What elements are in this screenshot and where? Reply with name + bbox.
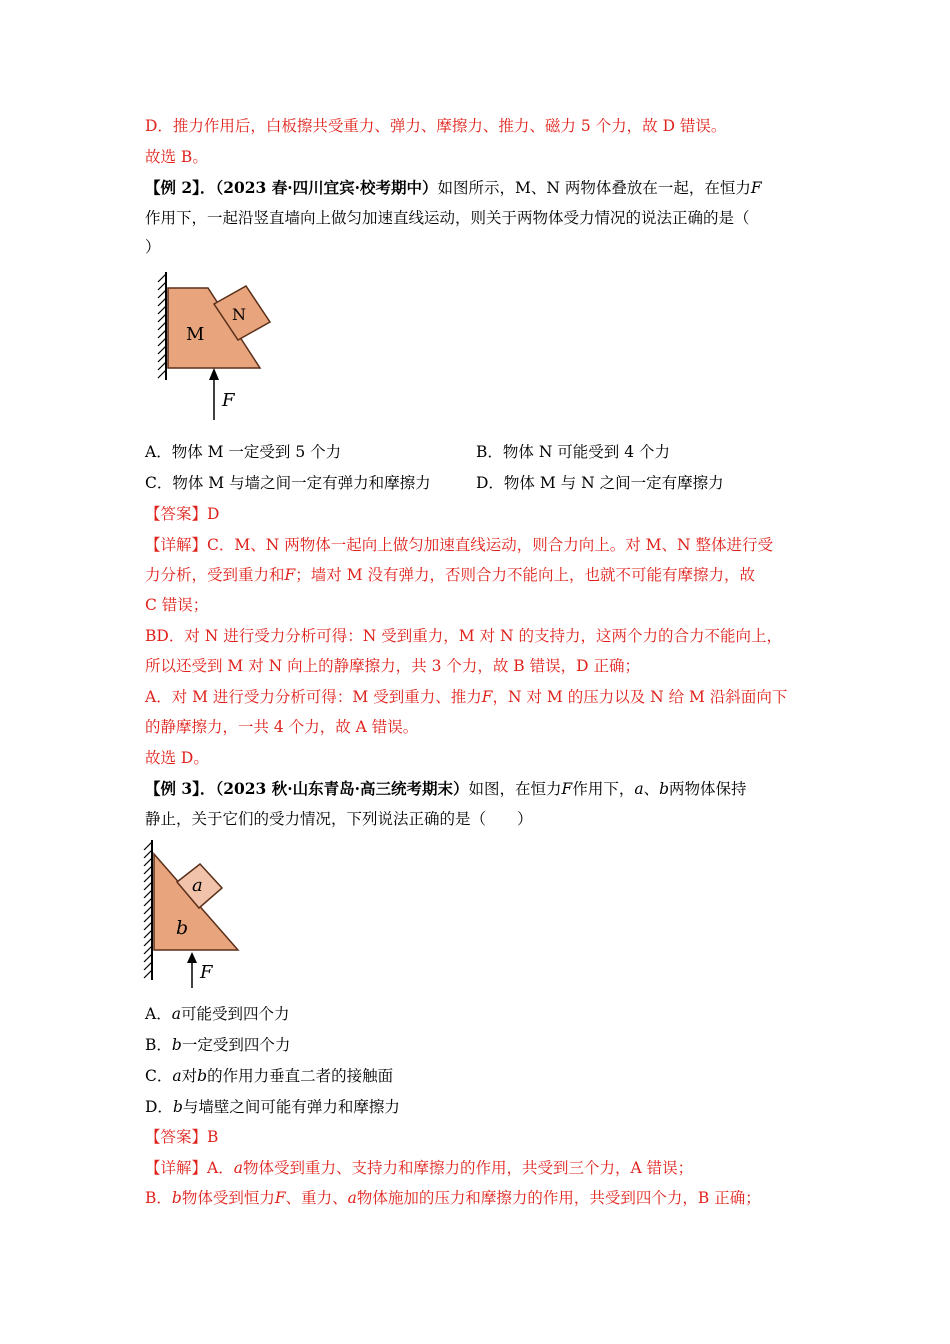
ex3-an2-a: B． [145, 1189, 172, 1207]
example3-stem-line2: 静止，关于它们的受力情况，下列说法正确的是（ ） [145, 810, 533, 828]
opt-a-pre: A． [145, 1005, 172, 1023]
example2-figure [148, 268, 278, 428]
ex3-an2-var: b [171, 1189, 182, 1207]
example2-option-b: B．物体 N 可能受到 4 个力 [476, 443, 671, 461]
ex3-an2-force: F [274, 1189, 286, 1207]
example2-analysis-line5: 所以还受到 M 对 N 向上的静摩擦力，共 3 个力，故 B 错误，D 正确； [145, 657, 640, 675]
prev-answer-select: 故选 B。 [145, 148, 208, 166]
example2-analysis-line8: 故选 D。 [145, 749, 209, 767]
opt-a-txt: 可能受到四个力 [180, 1005, 290, 1023]
ex3-an2-c: 、重力、 [285, 1189, 348, 1207]
analysis2-text-b: ；墙对 M 没有弹力，否则合力不能向上，也就不可能有摩擦力，故 [295, 566, 756, 584]
force-arrow [187, 952, 197, 963]
example3-analysis-line1 [145, 1157, 693, 1179]
ex3-stem-b: 作用下， [572, 780, 635, 798]
label-b: b [176, 917, 189, 939]
analysis6-text-b: ，N 对 M 的压力以及 N 给 M 沿斜面向下 [492, 688, 788, 706]
opt-d-txt: 与墙壁之间可能有弹力和摩擦力 [182, 1098, 400, 1116]
opt-d-pre: D． [145, 1098, 173, 1116]
opt-b-var: b [171, 1036, 182, 1054]
label-m: M [186, 324, 205, 345]
ex3-stem-var-a: a [634, 780, 644, 798]
wall-hatch [158, 274, 166, 378]
ex3-stem-a: 如图，在恒力 [468, 780, 562, 798]
ex3-an2-d: 物体施加的压力和摩擦力的作用，共受到四个力，B 正确； [356, 1189, 761, 1207]
opt-c-var1: a [172, 1067, 182, 1085]
example2-source: （2023 春·四川宜宾·校考期中） [215, 178, 438, 197]
example2-stem-text: 如图所示，M、N 两物体叠放在一起，在恒力 [437, 179, 751, 197]
example2-stem-line1 [145, 177, 762, 199]
example3-option-b [145, 1034, 290, 1056]
opt-c-var2: b [197, 1067, 208, 1085]
example2-stem-line2: 作用下，一起沿竖直墙向上做匀加速直线运动，则关于两物体受力情况的说法正确的是（ [145, 209, 750, 227]
example3-analysis-line2 [145, 1187, 761, 1209]
ex3-stem-d: 两物体保持 [669, 780, 747, 798]
opt-c-pre: C． [145, 1067, 173, 1085]
example2-analysis-line7: 的静摩擦力，一共 4 个力，故 A 错误。 [145, 718, 419, 736]
label-f: F [200, 962, 213, 983]
example2-stem-line3: ） [145, 238, 161, 256]
example2-analysis-line2 [145, 564, 755, 586]
ex3-an1-a: 【详解】A． [145, 1159, 234, 1177]
label-f: F [222, 390, 235, 411]
ex3-an1-b: 物体受到重力、支持力和摩擦力的作用，共受到三个力，A 错误； [242, 1159, 694, 1177]
example2-option-d: D．物体 M 与 N 之间一定有摩擦力 [476, 474, 724, 492]
example3-stem-line1 [145, 778, 747, 800]
example2-option-c: C．物体 M 与墙之间一定有弹力和摩擦力 [145, 474, 431, 492]
example2-analysis-line6 [145, 686, 787, 708]
analysis2-force: F [284, 566, 296, 584]
example3-answer: 【答案】B [145, 1128, 219, 1146]
example2-label: 【例 2】． [145, 178, 216, 197]
prev-option-d: D．推力作用后，白板擦共受重力、弹力、摩擦力、推力、磁力 5 个力，故 D 错误。 [145, 117, 727, 135]
example2-analysis-line1: 【详解】C．M、N 两物体一起向上做匀加速直线运动，则合力向上。对 M、N 整体进行受 [145, 536, 774, 554]
ex3-an1-var: a [233, 1159, 243, 1177]
ex3-an2-b: 物体受到恒力 [181, 1189, 275, 1207]
analysis6-text-a: A．对 M 进行受力分析可得：M 受到重力、推力 [145, 688, 482, 706]
analysis6-force: F [481, 688, 493, 706]
force-arrow [209, 368, 219, 380]
example2-answer: 【答案】D [145, 505, 220, 523]
example2-stem-force: F [750, 179, 762, 197]
opt-c-txt: 的作用力垂直二者的接触面 [207, 1067, 394, 1085]
opt-d-var: b [172, 1098, 183, 1116]
example3-option-c [145, 1065, 393, 1087]
ex3-stem-force: F [561, 780, 573, 798]
ex3-stem-c: 、 [643, 780, 660, 798]
label-a: a [192, 875, 203, 896]
example3-option-a [145, 1003, 289, 1025]
opt-a-var: a [171, 1005, 181, 1023]
example2-analysis-line4: BD．对 N 进行受力分析可得：N 受到重力，M 对 N 的支持力，这两个力的合力不能向上， [145, 627, 782, 645]
example3-label: 【例 3】． [145, 779, 216, 798]
example3-option-d [145, 1096, 400, 1118]
analysis2-text-a: 力分析，受到重力和 [145, 566, 285, 584]
example3-source: （2023 秋·山东青岛·高三统考期末） [215, 779, 469, 798]
ex3-an2-var2: a [347, 1189, 357, 1207]
opt-b-pre: B． [145, 1036, 172, 1054]
example2-analysis-line3: C 错误； [145, 596, 209, 614]
example3-figure [140, 838, 250, 988]
ex3-stem-var-b: b [659, 780, 670, 798]
opt-c-mid: 对 [181, 1067, 198, 1085]
wall-hatch [144, 842, 152, 978]
example2-option-a: A．物体 M 一定受到 5 个力 [145, 443, 342, 461]
opt-b-txt: 一定受到四个力 [181, 1036, 291, 1054]
label-n: N [232, 305, 246, 324]
